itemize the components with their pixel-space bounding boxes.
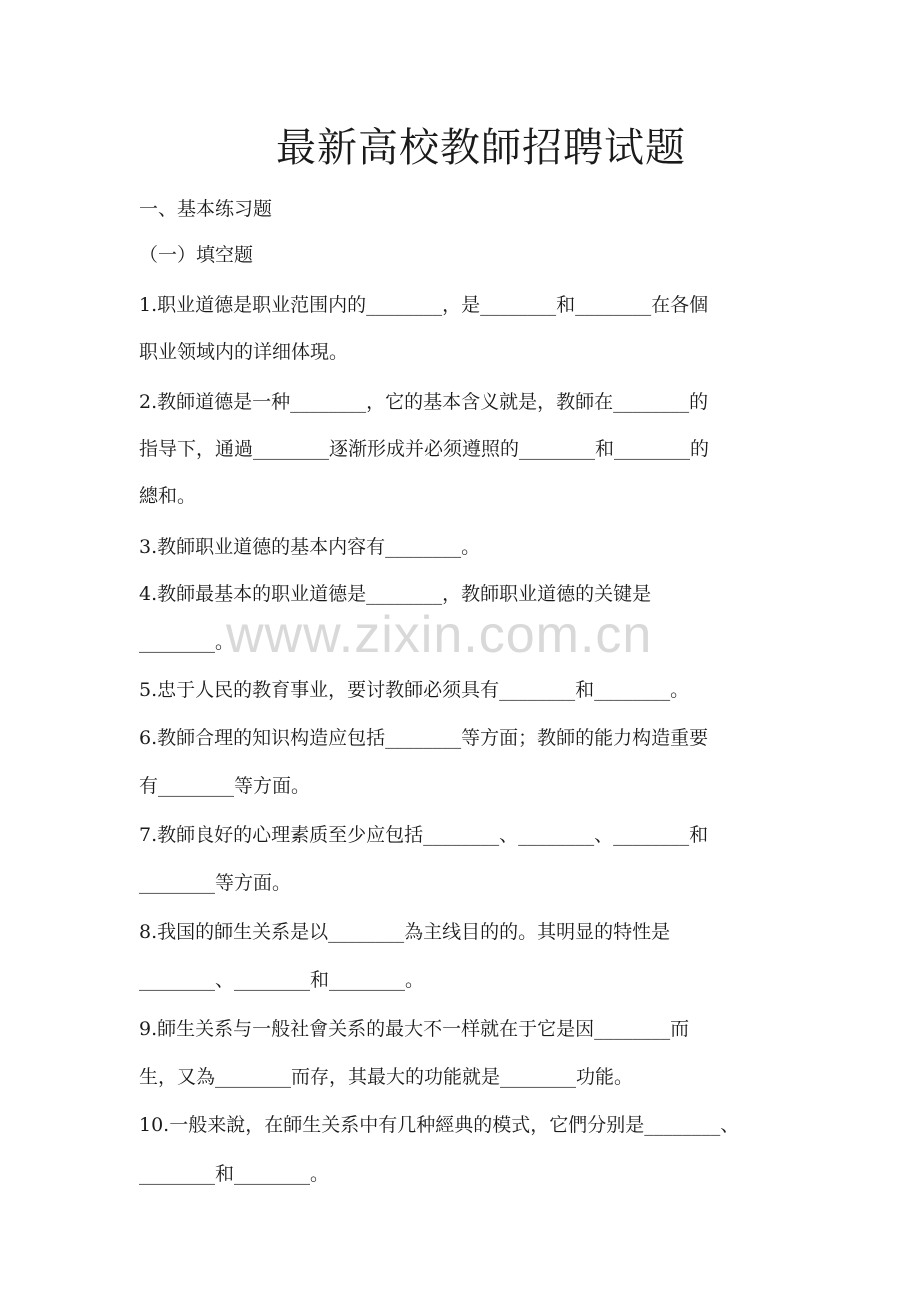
question-3-line-1: 3.教師职业道德的基本内容有________。 [139, 536, 481, 558]
question-7-line-1: 7.教師良好的心理素质至少应包括________、________、________和 [139, 824, 709, 846]
question-2-line-3: 總和。 [139, 485, 197, 507]
question-8-line-2: ________、________和________。 [139, 969, 425, 991]
question-10-line-2: ________和________。 [139, 1163, 330, 1185]
question-1-line-1: 1.职业道德是职业范围内的________，是________和________在各個 [139, 294, 709, 316]
question-8-line-1: 8.我国的師生关系是以________為主线目的的。其明显的特性是 [139, 921, 671, 943]
question-4-line-2: ________。 [139, 631, 235, 653]
question-9-line-2: 生，又為________而存，其最大的功能就是________功能。 [139, 1066, 634, 1088]
question-6-line-2: 有________等方面。 [139, 775, 311, 797]
question-6-line-1: 6.教師合理的知识构造应包括________等方面；教師的能力构造重要 [139, 727, 709, 749]
question-9-line-1: 9.師生关系与一般社會关系的最大不一样就在于它是因________而 [139, 1018, 690, 1040]
document-title: 最新高校教師招聘试题 [276, 125, 686, 171]
question-4-line-1: 4.教師最基本的职业道德是________，教師职业道德的关键是 [139, 583, 652, 605]
watermark: www.zixin.com.cn [226, 606, 653, 664]
subsection-heading: （一）填空题 [139, 244, 254, 266]
section-heading: 一、基本练习题 [139, 198, 273, 220]
question-7-line-2: ________等方面。 [139, 872, 292, 894]
question-1-line-2: 职业领域内的详细体現。 [139, 341, 349, 363]
question-2-line-1: 2.教師道德是一种________，它的基本含义就是，教師在________的 [139, 391, 709, 413]
question-2-line-2: 指导下，通過________逐渐形成并必须遵照的________和________的 [139, 438, 710, 460]
question-10-line-1: 10.一般来說，在師生关系中有几种經典的模式，它們分别是________、 [139, 1114, 740, 1136]
question-5-line-1: 5.忠于人民的教育事业，要讨教師必须具有________和________。 [139, 679, 690, 701]
